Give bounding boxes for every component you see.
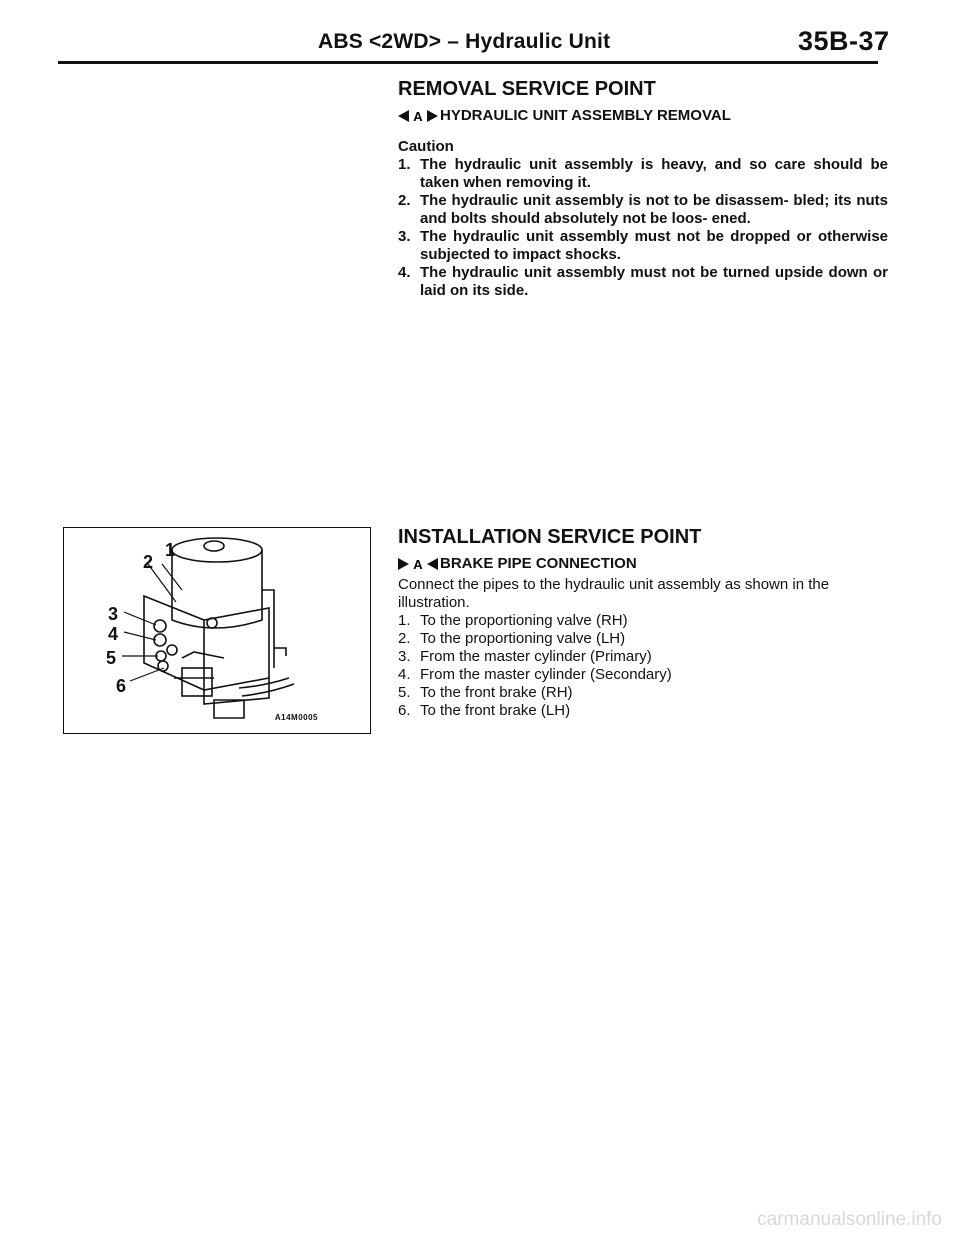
callout-4: 4 (108, 624, 119, 644)
item-text: The hydraulic unit assembly must not be turned upside down or laid on its side. (420, 264, 888, 299)
list-item (398, 264, 888, 300)
item-text: To the front brake (LH) (420, 702, 571, 719)
installation-title: INSTALLATION SERVICE POINT (398, 526, 702, 548)
list-item (398, 702, 888, 720)
installation-section (398, 526, 888, 720)
list-item (398, 648, 888, 666)
page-title: ABS <2WD> – Hydraulic Unit (318, 30, 611, 53)
installation-subtitle-text: BRAKE PIPE CONNECTION (440, 555, 637, 572)
callout-3: 3 (108, 604, 119, 624)
header-rule (58, 61, 878, 64)
item-text: From the master cylinder (Primary) (420, 648, 652, 665)
removal-subtitle (398, 107, 888, 124)
item-text: To the front brake (RH) (420, 684, 573, 701)
page-number: 35B-37 (798, 26, 890, 56)
callout-5: 5 (106, 648, 117, 668)
list-item (398, 156, 888, 192)
item-number: 3. (398, 648, 411, 665)
hydraulic-unit-figure (63, 527, 371, 734)
caution-list (398, 156, 888, 300)
installation-marker-letter: A (413, 556, 423, 571)
watermark: carmanualsonline.info (757, 1209, 942, 1230)
item-text: To the proportioning valve (LH) (420, 630, 626, 647)
installation-subtitle (398, 555, 888, 572)
list-item (398, 684, 888, 702)
service-point-marker-icon (398, 109, 438, 123)
removal-title: REMOVAL SERVICE POINT (398, 78, 656, 100)
installation-intro: Connect the pipes to the hydraulic unit assembly as shown in the illustration. (398, 576, 830, 611)
pipe-connection-list (398, 612, 888, 720)
item-number: 1. (398, 612, 411, 629)
removal-marker-letter: A (413, 108, 423, 123)
item-text: From the master cylinder (Secondary) (420, 666, 672, 683)
figure-code: A14M0005 (274, 713, 318, 722)
callout-6: 6 (116, 676, 127, 696)
callout-1: 1 (165, 540, 176, 560)
item-number: 4. (398, 666, 411, 683)
item-number: 3. (398, 228, 411, 245)
item-text: To the proportioning valve (RH) (420, 612, 628, 629)
item-text: The hydraulic unit assembly is not to be disassem- bled; its nuts and bolts should absolutely not be loos- ened. (420, 192, 888, 227)
removal-subtitle-text: HYDRAULIC UNIT ASSEMBLY REMOVAL (440, 107, 731, 124)
item-text: The hydraulic unit assembly must not be dropped or otherwise subjected to impact shocks. (420, 228, 888, 263)
item-number: 1. (398, 156, 411, 173)
removal-section (398, 78, 888, 300)
item-number: 5. (398, 684, 411, 701)
item-number: 2. (398, 192, 411, 209)
list-item (398, 666, 888, 684)
service-point-marker-icon (398, 557, 438, 571)
item-number: 4. (398, 264, 411, 281)
item-number: 6. (398, 702, 411, 719)
callout-2: 2 (143, 552, 154, 572)
list-item (398, 228, 888, 264)
list-item (398, 192, 888, 228)
list-item (398, 612, 888, 630)
list-item (398, 630, 888, 648)
caution-label: Caution (398, 138, 454, 155)
item-text: The hydraulic unit assembly is heavy, and so care should be taken when removing it. (420, 156, 888, 191)
item-number: 2. (398, 630, 411, 647)
